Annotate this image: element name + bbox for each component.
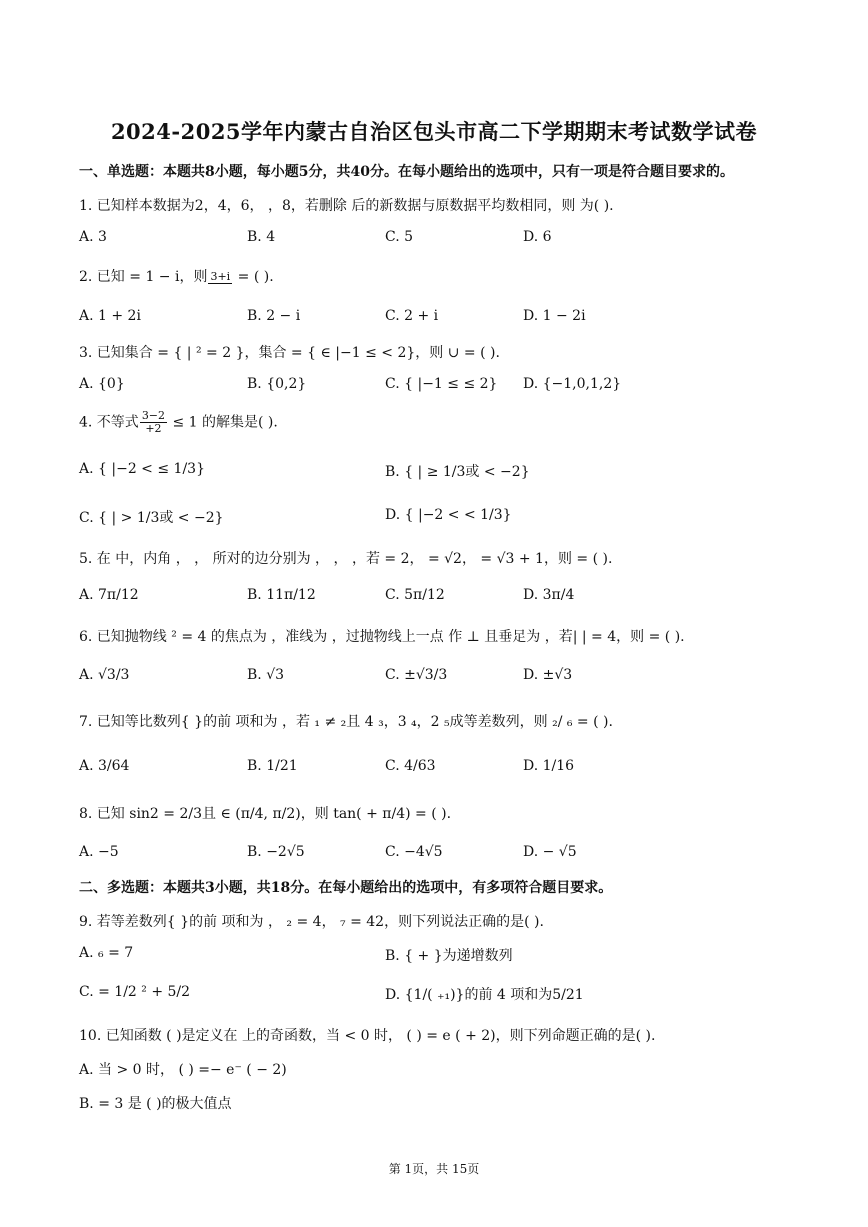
page-footer: 第 1页，共 15页	[388, 1162, 480, 1176]
q5-option-a: A. 7π/12	[79, 587, 139, 603]
q1-option-a: A. 3	[79, 229, 107, 245]
q2-option-b: B. 2 − i	[247, 308, 301, 324]
q5-option-b: B. 11π/12	[247, 587, 316, 603]
q7-option-b: B. 1/21	[247, 758, 298, 774]
q9-option-b: B. { + }为递增数列	[385, 948, 513, 964]
q10-option-b: B. = 3 是 ( )的极大值点	[79, 1096, 232, 1112]
q2-option-d: D. 1 − 2i	[523, 308, 586, 324]
q7-option-d: D. 1/16	[523, 758, 575, 774]
q3-option-d: D. {−1,0,1,2}	[523, 376, 622, 392]
q8-option-b: B. −2√5	[247, 844, 305, 860]
q3-option-b: B. {0,2}	[247, 376, 307, 392]
q6-option-d: D. ±√3	[523, 667, 573, 683]
q6-option-a: A. √3/3	[79, 667, 130, 683]
q2-stem-pre: 2. 已知 = 1 − i，则	[79, 269, 208, 285]
q4-option-d: D. { |−2 < < 1/3}	[385, 507, 512, 523]
q8-option-c: C. −4√5	[385, 844, 443, 860]
q6-option-c: C. ±√3/3	[385, 667, 448, 683]
section-multiple-choice-header: 二、多选题：本题共3小题，共18分。在每小题给出的选项中，有多项符合题目要求。	[79, 880, 613, 896]
q3-option-a: A. {0}	[79, 376, 125, 392]
q2-fraction	[208, 271, 232, 284]
q9-option-a: A. ₆ = 7	[79, 945, 134, 961]
q9-option-d: D. {1/( ₊₁)}的前 4 项和为5/21	[385, 987, 584, 1003]
q7-option-a: A. 3/64	[79, 758, 130, 774]
question-1-stem: 1. 已知样本数据为2，4，6， ，8，若删除 后的新数据与原数据平均数相同，则 为( ).	[79, 198, 614, 214]
page-title: 2024-2025学年内蒙古自治区包头市高二下学期期末考试数学试卷	[110, 119, 758, 144]
question-2-stem	[79, 266, 274, 286]
q8-option-a: A. −5	[79, 844, 119, 860]
q9-option-c: C. = 1/2 ² + 5/2	[79, 984, 191, 1000]
question-10-stem: 10. 已知函数 ( )是定义在 上的奇函数，当 < 0 时， ( ) = e ( + 2)，则下列命题正确的是( ).	[79, 1028, 656, 1044]
question-4-stem	[79, 410, 278, 435]
question-3-stem: 3. 已知集合 = { | ² = 2 }，集合 = { ∈ |−1 ≤ < 2}，则 ∪ = ( ).	[79, 345, 500, 361]
q4-fraction-numerator: 3−2	[141, 409, 166, 422]
section-single-choice-header: 一、单选题：本题共8小题，每小题5分，共40分。在每小题给出的选项中，只有一项是符合题目要求的。	[79, 164, 734, 180]
q3-option-c: C. { |−1 ≤ ≤ 2}	[385, 376, 498, 392]
q2-option-a: A. 1 + 2i	[79, 308, 141, 324]
q1-option-d: D. 6	[523, 229, 552, 245]
q4-option-c: C. { | > 1/3或 < −2}	[79, 510, 224, 526]
q4-stem-pre: 4. 不等式	[79, 414, 139, 431]
q10-option-a: A. 当 > 0 时， ( ) =− e⁻ ( − 2)	[79, 1062, 287, 1078]
q4-option-a: A. { |−2 < ≤ 1/3}	[79, 461, 205, 477]
q6-option-b: B. √3	[247, 667, 285, 683]
q8-option-d: D. − √5	[523, 844, 577, 860]
q5-option-d: D. 3π/4	[523, 587, 575, 603]
question-9-stem: 9. 若等差数列{ }的前 项和为 ， ₂ = 4， ₇ = 42，则下列说法正确的是( ).	[79, 914, 544, 930]
q4-fraction-denominator: +2	[145, 422, 162, 435]
q4-option-b: B. { | ≥ 1/3或 < −2}	[385, 464, 530, 480]
q4-stem-post: ≤ 1 的解集是( ).	[168, 414, 278, 431]
question-7-stem: 7. 已知等比数列{ }的前 项和为 ，若 ₁ ≠ ₂且 4 ₃，3 ₄，2 ₅成等差数列，则 ₂/ ₆ = ( ).	[79, 714, 613, 730]
q7-option-c: C. 4/63	[385, 758, 436, 774]
q1-option-b: B. 4	[247, 229, 276, 245]
question-6-stem: 6. 已知抛物线 ² = 4 的焦点为 ，准线为 ，过抛物线上一点 作 ⊥ 且垂足为 ，若| | = 4，则 = ( ).	[79, 629, 685, 645]
q1-option-c: C. 5	[385, 229, 414, 245]
q2-stem-post: = ( ).	[233, 269, 274, 285]
q2-option-c: C. 2 + i	[385, 308, 439, 324]
q2-fraction-numerator: 3+i	[210, 269, 231, 283]
question-8-stem: 8. 已知 sin2 = 2/3且 ∈ (π/4, π/2)，则 tan( + π/4) = ( ).	[79, 806, 452, 822]
question-5-stem: 5. 在 中，内角 ， ， 所对的边分别为 ， ， ，若 = 2， = √2， = √3 + 1，则 = ( ).	[79, 551, 613, 567]
q4-fraction	[140, 410, 167, 435]
q5-option-c: C. 5π/12	[385, 587, 445, 603]
